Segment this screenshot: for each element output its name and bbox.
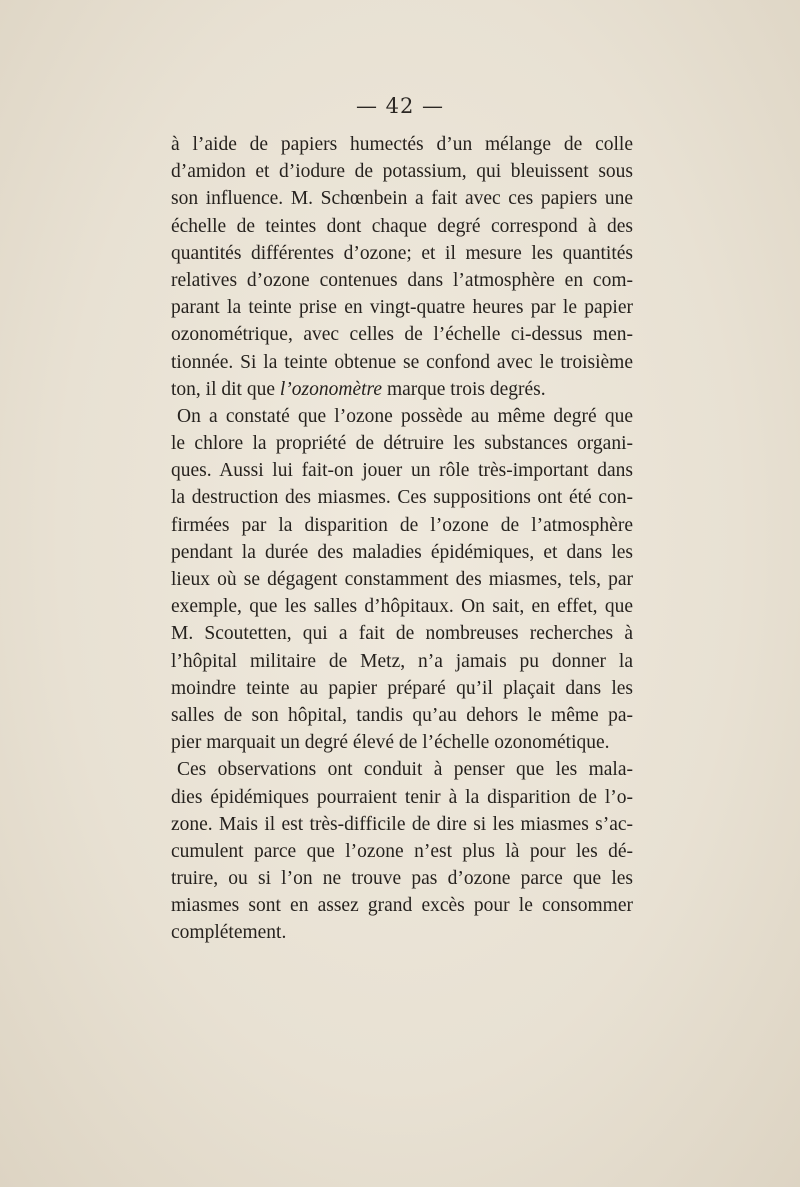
text-line: tionnée. Si la teinte obtenue se confond avec le troisième: [171, 351, 633, 373]
text-line: Ces observations ont conduit à penser que les mala-: [177, 759, 633, 781]
text-line: On a constaté que l’ozone possède au même degré que: [177, 405, 633, 427]
text-line: relatives d’ozone contenues dans l’atmosphère en com-: [171, 269, 633, 291]
text-line: la destruction des miasmes. Ces suppositions ont été con-: [171, 487, 633, 509]
text-line: quantités différentes d’ozone; et il mesure les quantités: [171, 242, 633, 264]
text-line: d’amidon et d’iodure de potassium, qui bleuissent sous: [171, 161, 633, 183]
text-line: ozonométrique, avec celles de l’échelle ci-dessus men-: [171, 324, 633, 346]
text-line: lieux où se dégagent constamment des miasmes, tels, par: [171, 569, 633, 590]
text-line: parant la teinte prise en vingt-quatre heures par le papier: [171, 297, 633, 319]
paragraph-3: [171, 756, 633, 946]
text-line: son influence. M. Schœnbein a fait avec ces papiers une: [171, 188, 633, 210]
text-line: à l’aide de papiers humectés d’un mélange de colle: [171, 134, 633, 155]
italic-term: l’ozonomètre: [279, 378, 383, 400]
text-line: exemple, que les salles d’hôpitaux. On sait, en effet, que: [171, 596, 633, 618]
text-line: dies épidémiques pourraient tenir à la disparition de l’o-: [171, 786, 633, 808]
text-line: l’hôpital militaire de Metz, n’a jamais pu donner la: [171, 650, 633, 672]
text-line: firmées par la disparition de l’ozone de l’atmosphère: [171, 514, 633, 536]
text-line: complétement.: [171, 922, 287, 944]
text-line: [171, 376, 633, 403]
text-line: le chlore la propriété de détruire les substances organi-: [171, 433, 633, 455]
text-line: pier marquait un degré élevé de l’échelle ozonométique.: [171, 732, 610, 754]
text-line: truire, ou si l’on ne trouve pas d’ozone parce que les: [171, 868, 633, 890]
text-line: pendant la durée des maladies épidémiques, et dans les: [171, 541, 633, 563]
text-line: cumulent parce que l’ozone n’est plus là pour les dé-: [171, 840, 633, 862]
paragraph-1: [171, 131, 633, 403]
text-line: moindre teinte au papier préparé qu’il plaçait dans les: [171, 677, 633, 699]
paragraph-2: [171, 403, 633, 756]
text-line: M. Scoutetten, qui a fait de nombreuses recherches à: [171, 623, 633, 645]
text-line: salles de son hôpital, tandis qu’au dehors le même pa-: [171, 704, 633, 726]
text-line: zone. Mais il est très-difficile de dire si les miasmes s’ac-: [171, 813, 633, 835]
text-fragment: marque trois degrés.: [382, 378, 546, 400]
text-line: ques. Aussi lui fait-on jouer un rôle très-important dans: [171, 460, 633, 482]
text-line: miasmes sont en assez grand excès pour le consommer: [171, 895, 633, 917]
text-line: échelle de teintes dont chaque degré correspond à des: [171, 215, 633, 237]
body-text: [171, 131, 633, 947]
page-number: — 42 —: [355, 94, 445, 118]
text-fragment: ton, il dit que: [171, 378, 280, 400]
